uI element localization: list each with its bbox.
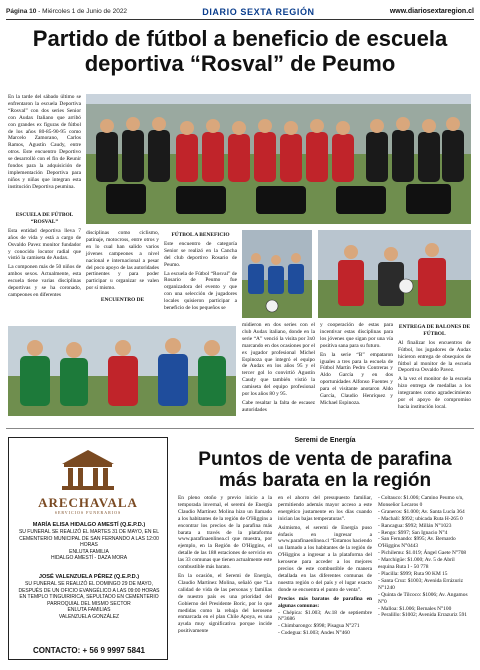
team-photo bbox=[86, 94, 471, 224]
page-number: Página 10 bbox=[6, 8, 37, 15]
funeral-ad bbox=[8, 437, 168, 660]
list-item: - Marchigüe: $1.000; Av. 5 de Abril esquina Ruta I - 50 778 bbox=[378, 557, 455, 571]
article-column bbox=[378, 495, 472, 619]
list-item: - Pichilemu: $1.019; Ángel Gaete N°708 bbox=[378, 550, 467, 557]
article-column bbox=[398, 322, 471, 413]
website: www.diariosextaregion.cl bbox=[389, 8, 474, 15]
building-logo-icon bbox=[9, 448, 167, 497]
article-column bbox=[278, 495, 372, 637]
list-item: - Chépica: $1.003; Av.18 de septiembre N°3686 bbox=[278, 609, 372, 623]
funeral-brand-subtitle: SERVICIOS FUNERARIOS bbox=[54, 510, 122, 515]
article-column bbox=[86, 230, 159, 306]
family-names: VALENZUELA GONZÁLEZ bbox=[58, 613, 120, 620]
section-divider bbox=[6, 428, 474, 429]
players-photo bbox=[8, 326, 236, 416]
article-paragraph: A la vez el monitor de la escuela hizo entrega de medallas a los integrantes como agradecimiento por el apoyo de compromiso hacia institución local. bbox=[398, 376, 471, 410]
funeral-notice bbox=[15, 522, 163, 562]
masthead: DIARIO SEXTA REGIÓN bbox=[202, 6, 315, 17]
list-item: - Coltauco: $1.006; Camino Peumo s/n, Monseñor Lecaros 0 bbox=[378, 495, 464, 508]
list-item: - Rengo: $997; San Ignacio N°4 bbox=[378, 529, 448, 536]
article-subheading: ENCUENTRO DE bbox=[100, 297, 145, 304]
article-headline: Partido de fútbol a beneficio de escuela deportiva “Rosval” de Peumo bbox=[32, 26, 448, 77]
article-subheading: ESCUELA DE FÚTBOL “ROSVAL” bbox=[15, 212, 74, 225]
list-item: - Chimbarongo: $998; Pisagua N°271 bbox=[278, 623, 360, 630]
article-paragraph: Esta entidad deportiva lleva 7 años de vida y está a cargo de Osvaldo Pavez monitor fundador y conocido locutor radial que vistió la camiseta de Audax. bbox=[8, 227, 81, 262]
article-paragraph: en el ahorro del presupuesto familiar, permitiendo además mayor acceso a este energético justamente en los días cuando inician las bajas temperaturas”. bbox=[278, 495, 372, 522]
article-paragraph: y cooperación de estas para incentivar estas disciplinas para los jóvenes que sigan por una vía positiva sana para su futuro. bbox=[320, 322, 393, 349]
article-paragraph: Al finalizar los encuentros de Fútbol, los jugadores de Audax hicieron entrega de obsequios de fútbol al monitor de la escuela Deportiva Osvaldo Pavez. bbox=[398, 339, 471, 374]
deceased-name: MARÍA ELISA HIDALGO AMESTÍ (Q.E.P.D.) bbox=[32, 522, 146, 528]
article-column bbox=[320, 322, 393, 409]
ball-handover-photo bbox=[318, 230, 471, 318]
article-kicker: Seremi de Energía bbox=[294, 437, 356, 444]
article-paragraph: En la ocasión, el Seremi de Energía, Claudio Martínez Molina, señaló que “La calidad de vida de las personas y familias de nuestro país es una prioridad del Gobierno del Presidente Boric, por lo que medidas como la rebaja del kerosene enmarcada en el plan Chile Apoya, es una ayuda muy significativa porque incide positivamente bbox=[178, 572, 272, 635]
article-paragraph: En la serie “B” empataron iguales a tres para la escuela de Fútbol Martín Pedro Contreras y Aldo García y en dos oportunidades Alfonso Fuentes y para el visitante anotaron Aldo García, Claudio Henríquez y Michael Espinoza. bbox=[320, 351, 393, 406]
article-paragraph: disciplinas como ciclismo, patinaje, motocross, entre otros y en lo cual han salido varios jóvenes campeones a nivel nacional e internacional a pesar del poco apoyo de las autoridades pertinentes y para poder participar u organizar se valen por sí mismo. bbox=[86, 230, 159, 292]
article-paragraph: Cabe resaltar la falta de escasez autoridades bbox=[242, 399, 315, 413]
article-paragraph: La escuela de Fútbol “Rosval” de Rosario de Peumo fue organizadora del evento y que con una selección de jugadores locales quisieron participar a beneficio de los pequeños se bbox=[164, 270, 237, 312]
list-item: - Peralillo: $1002; Avenida Errazuriz 591 bbox=[378, 612, 467, 619]
children-photo bbox=[242, 230, 312, 318]
article-headline: Puntos de venta de parafina más barata en la región bbox=[198, 449, 452, 492]
page-info bbox=[6, 8, 127, 15]
funeral-notice bbox=[15, 574, 163, 620]
article-column bbox=[242, 322, 315, 416]
article-paragraph: midieron en dos series con el club Audax italiano, donde en la serie “A” venció la visita por 3x0 marcando en dos ocasiones por el ex jugador profesional Michel Espinoza que integró el equipo de Audax en los años 95 y el tercer gol lo convirtió Agustín Caudy que también vistió la camiseta del equipo profesional por los años 80 y 95. bbox=[242, 322, 315, 398]
list-item: - Codegua: $1.003; Andes N°460 bbox=[278, 630, 350, 637]
family-label: ENLUTA FAMILIAS bbox=[67, 607, 111, 614]
article-column bbox=[8, 94, 81, 301]
family-label: ENLUTA FAMILIA bbox=[69, 548, 109, 555]
article-paragraph: Asimismo, el seremi de Energía puso énfasis en ingresar a www.parafinaenlinea.cl “Estamos haciendo un llamado a los habitantes de la región de O'Higgins a ingresar a la plataforma del kerosene para acceder a los mejores precios de este combustible de manera detallada en las diferentes comunas de nuestra región o del país y el lugar exacto donde se encuentra el punto de venta”. bbox=[278, 524, 372, 593]
list-item: - Placilla: $999; Ruta 90 KM 15 bbox=[378, 570, 448, 577]
family-names: HIDALGO AMESTÍ - DAZA MORA bbox=[50, 555, 128, 562]
list-item: - Graneros: $1.000; Av. Santa Lucía 364 bbox=[378, 508, 465, 515]
funeral-brand: ARECHAVALA bbox=[38, 495, 138, 510]
funeral-details: SU FUNERAL SE REALIZÓ EL DOMINGO 29 DE MAYO, DESPUÉS DE UN OFICIO EVANGÉLICO A LAS 09:00 HORAS EN TEMPLO TINGUIRIRICA, SEPULTADO EN CEMENTERIO PARROQUIAL DEL MISMO SECTOR bbox=[18, 581, 160, 607]
contact-phone: CONTACTO: + 56 9 9997 5841 bbox=[33, 646, 145, 655]
list-item: - San Fernando: $995; Av. Bernardo O'Higgins N°0443 bbox=[378, 536, 456, 550]
list-item: - Santa Cruz: $1003; Avenida Errázuriz N°1240 bbox=[378, 577, 464, 591]
article-subheading: Precios más baratos de parafina en algunas comunas: bbox=[278, 595, 372, 609]
funeral-details: SU FUNERAL SE REALIZÓ EL MARTES 31 DE MAYO, EN EL CEMENTERIO MUNICIPAL DE SAN FERNANDO A LAS 12:00 HORAS bbox=[18, 529, 160, 549]
list-item: - Machalí: $992; ubicada Ruta H-265 0 bbox=[378, 515, 463, 522]
list-item: - Malloa: $1.006; Bernales N°100 bbox=[378, 605, 452, 612]
article-paragraph: En pleno otoño y previo inicio a la temporada invernal, el seremi de Energía Claudio Martínez Molina hizo un llamado a los habitantes de la región de O'Higgins a encontrar los precios de la parafina más barata a través de la plataforma www.parafinaenlinea.cl que muestra, por ejemplo, en la Región de O'Higgins, el detalle de las 188 estaciones de servicio en las 33 comunas que tienen actualmente este combustible más barato. bbox=[178, 495, 273, 571]
article-subheading: FÚTBOL A BENEFICIO bbox=[171, 232, 230, 238]
list-item: - Rancagua: $992; Millán N°1023 bbox=[378, 522, 452, 529]
article-paragraph: Este encuentro de categoría Senior se realizó en la Cancha del club deportivo Rosario de Peumo. bbox=[164, 240, 237, 268]
page-date: - Miércoles 1 de Junio de 2022 bbox=[36, 8, 128, 15]
article-column bbox=[164, 230, 237, 314]
article-paragraph: La componen más de 50 niños de ambos sexos. Actualmente, esta escuela tiene varias disciplinas deportivas y se ha coronado, campeones en diferentes bbox=[8, 264, 81, 298]
page-header bbox=[6, 4, 474, 20]
article-subheading: ENTREGA DE BALONES DE FÚTBOL bbox=[398, 324, 471, 337]
list-item: - Quinta de Tilcoco: $1006; Av. Angamos N°0 bbox=[378, 591, 468, 605]
article-column bbox=[178, 495, 272, 637]
article-paragraph: En la tarde del sábado último se enfrentaron la escuela Deportiva “Rosval” con dos series Senior con Audax Italiano que arribó con grandes ex figuras de fútbol de los años 80-85-90-95 como Marcelo Zamorano, Carlos Ramos, Agustín Caudy, entre otros. Este encuentro Deportivo se desarrolló con el fin de Reunir fondos para la adquisición de implementación Deportiva para niños y niñas que integran esta institución Deportiva peumina. bbox=[8, 94, 81, 190]
deceased-name: JOSÉ VALENZUELA PÉREZ (Q.E.P.D.) bbox=[38, 574, 140, 580]
